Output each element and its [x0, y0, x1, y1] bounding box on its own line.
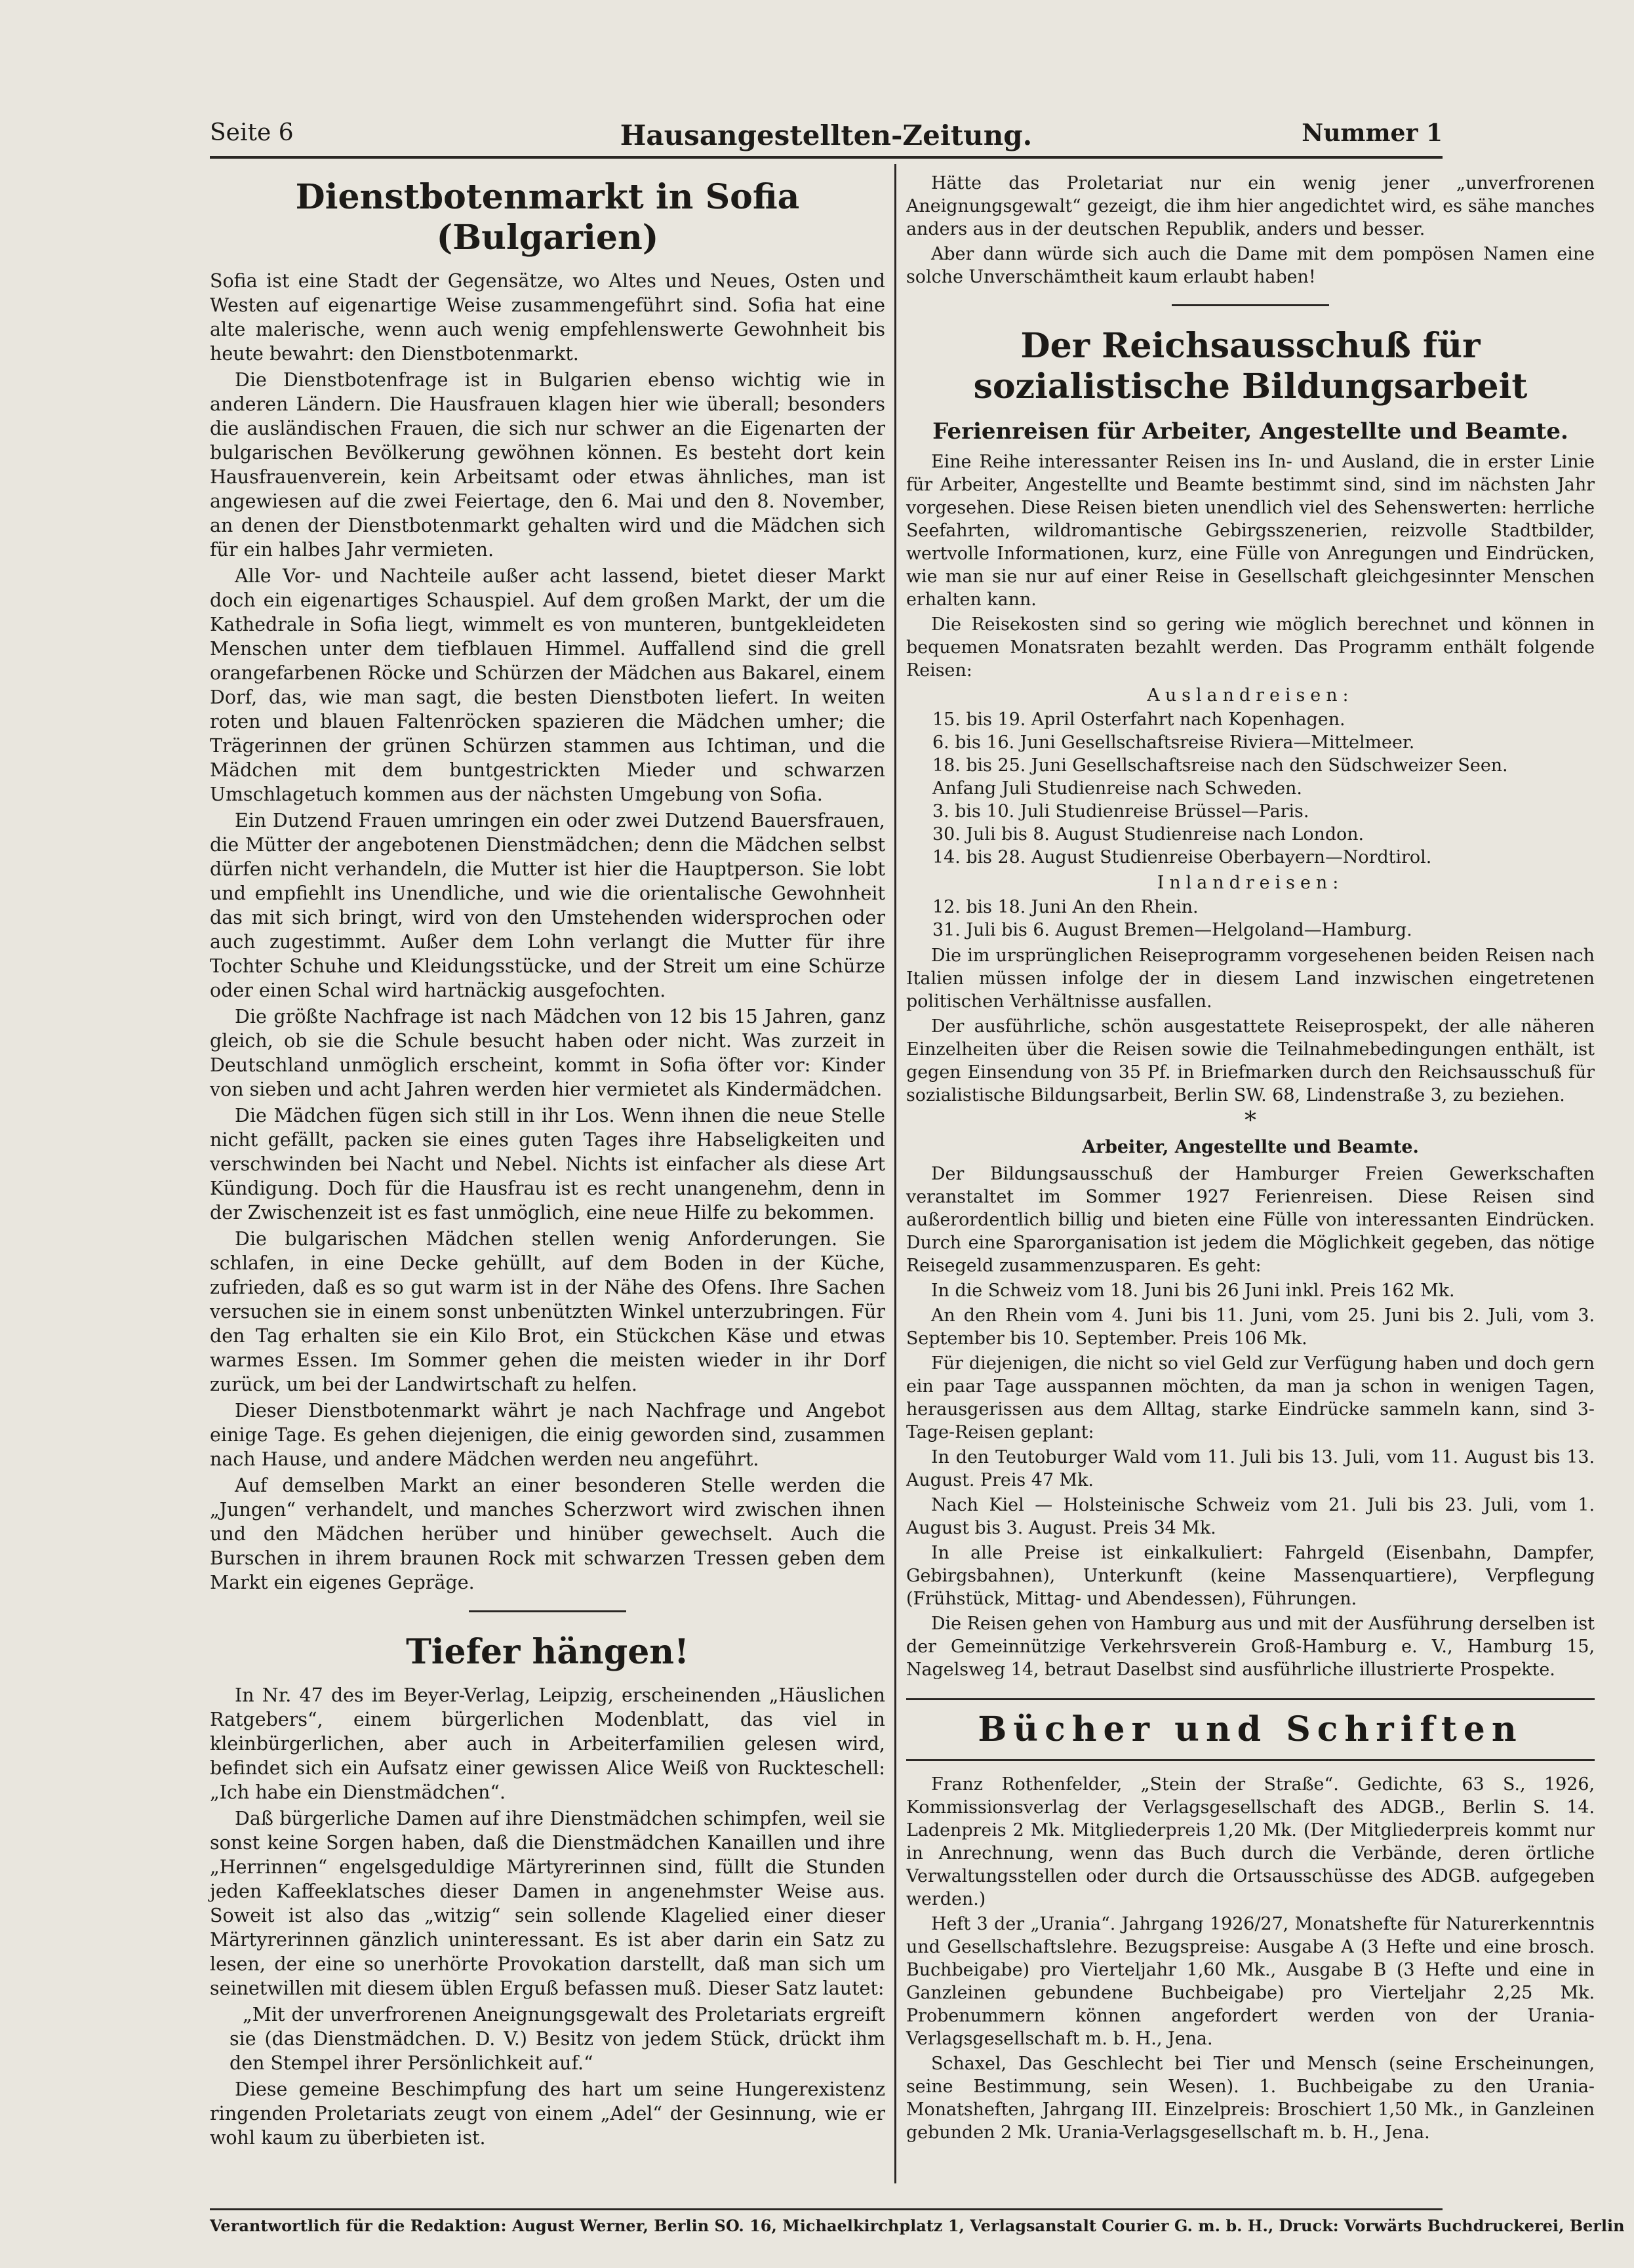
- book-entry: Franz Rothenfelder, „Stein der Straße“. Gedichte, 63 S., 1926, Kommissionsverlag der Verlagsgesellschaft des ADGB., Berlin S. 14. Ladenpreis 2 Mk. Mitgliederpreis 1,20 Mk. (Der Mitgliederpreis kommt nur in Anrechnung, wenn das Buch durch die Verbände, deren örtliche Verwaltungsstellen oder durch die Ortsausschüsse des ADGB. aufgegeben werden.): [906, 1774, 1595, 1909]
- travel-list: [932, 896, 1595, 942]
- paragraph: Nach Kiel — Holsteinische Schweiz vom 21. Juli bis 23. Juli, vom 1. August bis 3. August. Preis 34 Mk.: [906, 1495, 1595, 1538]
- paragraph: Diese gemeine Beschimpfung des hart um seine Hungerexistenz ringenden Proletariats zeugt von einem „Adel“ der Gesinnung, wie er wohl kaum zu überbieten ist.: [210, 2079, 885, 2149]
- article-title: Tiefer hängen!: [406, 1632, 689, 1672]
- paragraph: In alle Preise ist einkalkuliert: Fahrgeld (Eisenbahn, Dampfer, Gebirgsbahnen), Unterkunft (keine Massenquartiere), Verpflegung (Frühstück, Mittag- und Abendessen), Führungen.: [906, 1543, 1595, 1609]
- right-column: [906, 172, 1595, 2146]
- list-item: 3. bis 10. Juli Studienreise Brüssel—Paris.: [932, 801, 1309, 822]
- paragraph: Sofia ist eine Stadt der Gegensätze, wo Altes und Neues, Osten und Westen auf eigenartige Weise zusammengeführt sind. Sofia hat eine alte malerische, wenn auch wenig empfehlenswerte Gewohnheit bis heute bewahrt: den Dienstbotenmarkt.: [210, 270, 885, 365]
- paragraph: Daß bürgerliche Damen auf ihre Dienstmädchen schimpfen, weil sie sonst keine Sorgen haben, daß die Dienstmädchen Kanaillen und ihre „Herrinnen“ engelsgeduldige Märtyrerinnen sind, füllt die Stunden jeden Kaffeeklatsches dieser Damen in angenehmster Weise aus. Soweit ist also das „witzig“ sein sollende Klagelied einer dieser Märtyrerinnen gänzlich uninteressant. Es ist aber darin ein Satz zu lesen, der eine so unerhörte Provokation darstellt, daß man sich um seinetwillen mit diesem üblen Erguß befassen muß. Dieser Satz lautet:: [210, 1808, 885, 1999]
- paragraph: Die Reisen gehen von Hamburg aus und mit der Ausführung derselben ist der Gemeinnützige Verkehrsverein Groß-Hamburg e. V., Hamburg 15, Nagelsweg 14, betraut Daselbst sind ausführliche illustrierte Prospekte.: [906, 1614, 1595, 1680]
- list-item: 14. bis 28. August Studienreise Oberbayern—Nordtirol.: [932, 847, 1432, 867]
- paragraph: Dieser Dienstbotenmarkt währt je nach Nachfrage und Angebot einige Tage. Es gehen diejenigen, die einig geworden sind, zusammen nach Hause, und andere Mädchen werden neu angeführt.: [210, 1400, 885, 1470]
- article-title: Der Reichsausschuß für sozialistische Bildungsarbeit: [973, 326, 1528, 407]
- section-separator: [469, 1610, 626, 1612]
- paragraph: Der ausführliche, schön ausgestattete Reiseprospekt, der alle näheren Einzelheiten über die Reisen sowie die Teilnahmebedingungen enthält, ist gegen Einsendung von 35 Pf. in Briefmarken durch den Reichsausschuß für sozialistische Bildungsarbeit, Berlin SW. 68, Lindenstraße 3, zu beziehen.: [906, 1016, 1595, 1105]
- paragraph: Die im ursprünglichen Reiseprogramm vorgesehenen beiden Reisen nach Italien müssen infolge der in diesem Land inzwischen eingetretenen politischen Verhältnisse ausfallen.: [906, 945, 1595, 1012]
- list-item: 15. bis 19. April Osterfahrt nach Kopenhagen.: [932, 709, 1345, 730]
- imprint: Verantwortlich für die Redaktion: August Werner, Berlin SO. 16, Michaelkirchplatz 1, Verlagsanstalt Courier G. m. b. H., Druck: Vorwärts Buchdruckerei, Berlin: [210, 2216, 1625, 2235]
- paragraph: In Nr. 47 des im Beyer-Verlag, Leipzig, erscheinenden „Häuslichen Ratgebers“, einem bürgerlichen Modenblatt, das viel in kleinbürgerlichen, aber auch in Arbeiterfamilien gelesen wird, befindet sich ein Aufsatz einer gewissen Alice Weiß von Ruckteschell: „Ich habe ein Dienstmädchen“.: [210, 1684, 885, 1803]
- paragraph: Die Reisekosten sind so gering wie möglich berechnet und können in bequemen Monatsraten bezahlt werden. Das Programm enthält folgende Reisen:: [906, 614, 1595, 681]
- paragraph: Die Mädchen fügen sich still in ihr Los. Wenn ihnen die neue Stelle nicht gefällt, packen sie eines guten Tages ihre Habseligkeiten und verschwinden bei Nacht und Nebel. Nichts ist einfacher als diese Art Kündigung. Doch für die Hausfrau ist es recht unangenehm, denn in der Zwischenzeit ist es fast unmöglich, eine neue Hilfe zu bekommen.: [210, 1105, 885, 1224]
- list-item: 31. Juli bis 6. August Bremen—Helgoland—Hamburg.: [932, 920, 1412, 940]
- paragraph: In die Schweiz vom 18. Juni bis 26 Juni inkl. Preis 162 Mk.: [931, 1281, 1455, 1301]
- paragraph: Aber dann würde sich auch die Dame mit dem pompösen Namen eine solche Unverschämtheit kaum erlaubt haben!: [906, 244, 1595, 287]
- paragraph: Die Dienstbotenfrage ist in Bulgarien ebenso wichtig wie in anderen Ländern. Die Hausfrauen klagen hier wie überall; besonders die ausländischen Frauen, die sich nur schwer an die Eigenarten der bulgarischen Bevölkerung gewöhnen können. Es besteht dort kein Hausfrauenverein, kein Arbeitsamt oder etwas ähnliches, man ist angewiesen auf die zwei Feiertage, den 6. Mai und den 8. November, an denen der Dienstbotenmarkt gehalten wird und die Mädchen sich für ein halbes Jahr vermieten.: [210, 369, 885, 561]
- quotation: „Mit der unverfrorenen Aneignungsgewalt des Proletariats ergreift sie (das Dienstmädchen. D. V.) Besitz von jedem Stück, drückt ihm den Stempel ihrer Persönlichkeit auf.“: [229, 2004, 885, 2074]
- paragraph: Hätte das Proletariat nur ein wenig jener „unverfrorenen Aneignungsgewalt“ gezeigt, die ihm hier angedichtet wird, es sähe manches anders aus in der deutschen Republik, anders und besser.: [906, 173, 1595, 239]
- list-heading: Auslandreisen:: [1147, 685, 1354, 706]
- paragraph: Die bulgarischen Mädchen stellen wenig Anforderungen. Sie schlafen, in eine Decke gehüllt, auf dem Boden in der Küche, zufrieden, daß es so gut warm ist in der Nähe des Ofens. Ihre Sachen versuchen sie in einem sonst unbenützten Winkel unterzubringen. Für den Tag erhalten sie ein Kilo Brot, ein Stückchen Käse und etwas warmes Essen. Im Sommer gehen die meisten wieder in ihr Dorf zurück, um bei der Landwirtschaft zu helfen.: [210, 1228, 885, 1395]
- section-separator: [1172, 304, 1329, 306]
- column-divider: [894, 164, 896, 2183]
- issue-number: Nummer 1: [1302, 119, 1443, 147]
- paragraph: In den Teutoburger Wald vom 11. Juli bis 13. Juli, vom 11. August bis 13. August. Preis 47 Mk.: [906, 1447, 1595, 1490]
- left-column: [210, 172, 885, 2152]
- travel-list: [932, 708, 1595, 869]
- list-item: 12. bis 18. Juni An den Rhein.: [932, 897, 1199, 917]
- book-entry: Schaxel, Das Geschlecht bei Tier und Mensch (seine Erscheinungen, seine Bestimmung, sein Wesen). 1. Buchbeigabe zu den Urania-Monatsheften, Jahrgang III. Einzelpreis: Broschiert 1,50 Mk., in Ganzleinen gebunden 2 Mk. Urania-Verlagsgesellschaft m. b. H., Jena.: [906, 2054, 1595, 2143]
- article-subtitle: Ferienreisen für Arbeiter, Angestellte und Beamte.: [932, 418, 1568, 445]
- paragraph: Für diejenigen, die nicht so viel Geld zur Verfügung haben und doch gern ein paar Tage ausspannen möchten, da man ja schon in wenigen Tagen, herausgerissen aus dem Alltag, starke Eindrücke sammeln kann, sind 3-Tage-Reisen geplant:: [906, 1353, 1595, 1442]
- footer-rule: [210, 2208, 1443, 2210]
- paragraph: An den Rhein vom 4. Juni bis 11. Juni, vom 25. Juni bis 2. Juli, vom 3. September bis 10. September. Preis 106 Mk.: [906, 1305, 1595, 1349]
- article-title: Dienstbotenmarkt in Sofia (Bulgarien): [295, 177, 800, 258]
- paragraph: Auf demselben Markt an einer besonderen Stelle werden die „Jungen“ verhandelt, und manches Scherzwort wird zwischen ihnen und den Mädchen herüber und hinüber gewechselt. Auch die Burschen in ihrem braunen Rock mit schwarzen Tressen geben dem Markt ein eigenes Gepräge.: [210, 1475, 885, 1593]
- page-number: Seite 6: [210, 119, 294, 146]
- paragraph: Eine Reihe interessanter Reisen ins In- und Ausland, die in erster Linie für Arbeiter, Angestellte und Beamte bestimmt sind, sind im nächsten Jahr vorgesehen. Diese Reisen bieten unendlich viel des Sehenswerten: herrliche Seefahrten, wildromantische Gebirgsszenerien, reizvolle Stadtbilder, wertvolle Informationen, kurz, eine Fülle von Anregungen und Eindrücken, wie man sie nur auf einer Reise in Gesellschaft gleichgesinnter Menschen erhalten kann.: [906, 452, 1595, 610]
- book-entry: Heft 3 der „Urania“. Jahrgang 1926/27, Monatshefte für Naturerkenntnis und Gesellschaftslehre. Bezugspreise: Ausgabe A (3 Hefte und eine brosch. Buchbeigabe) pro Vierteljahr 1,60 Mk., Ausgabe B (3 Hefte und eine in Ganzleinen gebundene Buchbeigabe) pro Vierteljahr 2,25 Mk. Probenummern können angefordert werden von der Urania-Verlagsgesellschaft m. b. H., Jena.: [906, 1914, 1595, 2049]
- list-heading: Inlandreisen:: [1157, 873, 1344, 893]
- list-item: 30. Juli bis 8. August Studienreise nach London.: [932, 824, 1365, 845]
- list-item: 18. bis 25. Juni Gesellschaftsreise nach den Südschweizer Seen.: [932, 755, 1508, 776]
- paragraph: Alle Vor- und Nachteile außer acht lassend, bietet dieser Markt doch ein eigenartiges Schauspiel. Auf dem großen Markt, der um die Kathedrale in Sofia liegt, wimmelt es von munteren, buntgekleideten Menschen unter dem tiefblauen Himmel. Auffallend sind die grell orangefarbenen Röcke und Schürzen der Mädchen aus Bakarel, einem Dorf, das, wie man sagt, die besten Dienstboten liefert. In weiten roten und blauen Faltenröcken spazieren die Mädchen umher; die Trägerinnen der grünen Schürzen stammen aus Ichtiman, und die Mädchen mit dem buntgestrickten Mieder und schwarzen Umschlagetuch kommen aus der nächsten Umgebung von Sofia.: [210, 565, 885, 805]
- list-item: Anfang Juli Studienreise nach Schweden.: [932, 778, 1302, 799]
- section-banner: Bücher und Schriften: [906, 1698, 1595, 1761]
- asterisk-separator: *: [1245, 1107, 1256, 1134]
- paragraph: Der Bildungsausschuß der Hamburger Freien Gewerkschaften veranstaltet im Sommer 1927 Ferienreisen. Diese Reisen sind außerordentlich billig und bieten eine Fülle von interessanten Eindrücken. Durch eine Sparorganisation ist jedem die Möglichkeit gegeben, das nötige Reisegeld zusammenzusparen. Es geht:: [906, 1164, 1595, 1276]
- header-rule: [210, 156, 1443, 159]
- section-heading: Arbeiter, Angestellte und Beamte.: [1082, 1137, 1419, 1157]
- list-item: 6. bis 16. Juni Gesellschaftsreise Riviera—Mittelmeer.: [932, 732, 1415, 753]
- paragraph: Die größte Nachfrage ist nach Mädchen von 12 bis 15 Jahren, ganz gleich, ob sie die Schule besucht haben oder nicht. Was zurzeit in Deutschland unmöglich erscheint, kommt in Sofia öfter vor: Kinder von sieben und acht Jahren werden hier vermietet als Kindermädchen.: [210, 1006, 885, 1100]
- masthead: Hausangestellten-Zeitung.: [620, 119, 1033, 151]
- paragraph: Ein Dutzend Frauen umringen ein oder zwei Dutzend Bauersfrauen, die Mütter der angebotenen Dienstmädchen; denn die Mädchen selbst dürfen nicht verhandeln, die Mutter ist hier die Hauptperson. Sie lobt und empfiehlt ins Unendliche, und wie die orientalische Gewohnheit das mit sich bringt, wird von den Umstehenden widersprochen oder auch zugestimmt. Außer dem Lohn verlangt die Mutter für ihre Tochter Schuhe und Kleidungsstücke, und der Streit um eine Schürze oder einen Schal wird hartnäckig ausgefochten.: [210, 810, 885, 1001]
- page-header: [210, 119, 1443, 159]
